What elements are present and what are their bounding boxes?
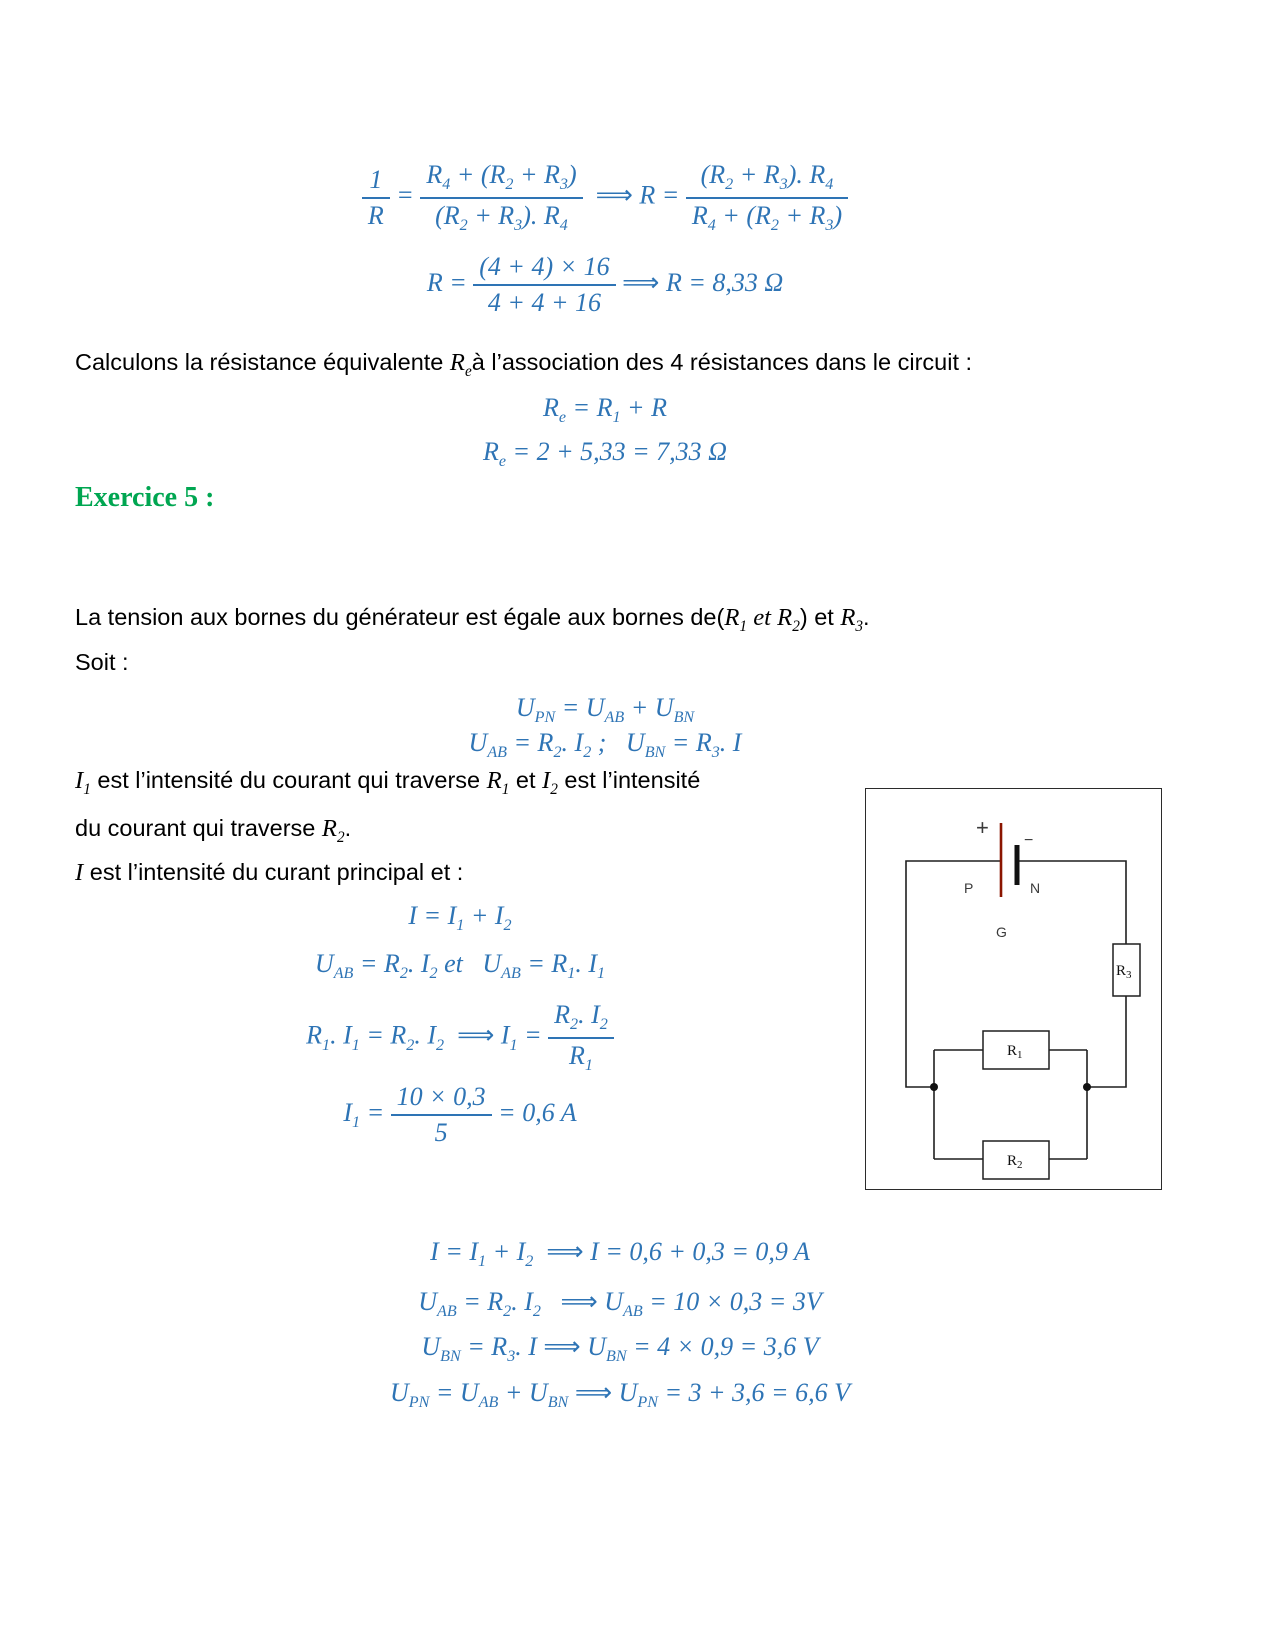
formula-ubn-value: $U_{BN} = R_3$. I ⟹ $U_{BN} = 4 \times 0,9 = 3,6$ V: [421, 1332, 819, 1366]
battery-terminal-p-label: P: [964, 880, 974, 896]
paragraph-soit: Soit :: [75, 649, 129, 675]
generator-label: G: [996, 924, 1007, 940]
formula-i1-value: $I_1$ = $\frac{10 \times 0,3}{5}$ = 0,6 A: [343, 1082, 577, 1147]
formula-i-sum: $I = I_1 + I_2$: [408, 901, 512, 935]
paragraph-tension-generateur: La tension aux bornes du générateur est égale aux bornes $de(R_1$ et $R_2$) et $R_3$.: [75, 604, 870, 635]
exercise-heading: Exercice 5 :: [75, 482, 215, 513]
paragraph-intensites-line2: du courant qui traverse $R_2$.: [75, 815, 352, 846]
circuit-diagram: [866, 789, 1161, 1189]
junction-node-right: [1083, 1083, 1091, 1091]
paragraph-courant-principal: I est l’intensité du curant principal et :: [75, 859, 464, 886]
resistor-r1-label: $R_1$: [1007, 1043, 1023, 1061]
formula-upn: $U_{PN} = U_{AB} + U_{BN}$: [515, 693, 695, 727]
formula-resistance-numeric: R = $\frac{(4 + 4) \times 16}{4 + 4 + 16}$ ⟹ R = 8,33 Ω: [426, 252, 784, 317]
formula-uab-ubn: $U_{AB} = R_2$. $I_2$ ; $U_{BN} = R_3$. I: [468, 728, 742, 762]
formula-re-sum: $R_e = R_1 + R$: [543, 393, 667, 427]
resistor-r3-label: $R_3$: [1116, 963, 1132, 981]
circuit-figure: [865, 788, 1162, 1190]
paragraph-intensites-line1: $I_1$ est l’intensité du courant qui traverse $R_1$ et $I_2$ est l’intensité: [75, 767, 701, 798]
formula-uab-pair: $U_{AB} = R_2$. $I_2$ et $U_{AB} = R_1$. $I_1$: [314, 949, 606, 983]
battery-plus-label: +: [976, 815, 989, 840]
formula-re-value: $R_e = 2 + 5,33 = 7,33$ Ω: [483, 437, 727, 471]
formula-i1-derivation: $R_1$. $I_1 = R_2$. $I_2$ ⟹ $I_1$ = $\frac{R_2. I_2}{R_1}$: [0, 1000, 920, 1075]
formula-uab-value: $U_{AB} = R_2$. $I_2$ ⟹ $U_{AB} = 10 \times 0,3 = 3V$: [418, 1287, 822, 1321]
paragraph-calc-resistance: Calculons la résistance équivalente $R_eà$ l’association des 4 résistances dans le circuit :: [75, 349, 973, 380]
junction-node-left: [930, 1083, 938, 1091]
battery-terminal-n-label: N: [1030, 880, 1041, 896]
formula-i-total: $I = I_1 + I_2$ ⟹ I = 0,6 + 0,3 = 0,9 A: [430, 1237, 810, 1271]
circuit-wires: [906, 861, 1126, 1159]
battery-minus-label: −: [1024, 832, 1034, 849]
resistor-r2-label: $R_2$: [1007, 1153, 1023, 1171]
formula-equivalent-resistance: $\frac{1}{R}$ = $\frac{R_4 + (R_2 + R_3)}{(R_2 + R_3). R_4}$ ⟹ R = $\frac{(R_2 + R_3). R_4}{R_4 + (R_2 + R_3)}$: [0, 160, 1210, 235]
formula-upn-value: $U_{PN} = U_{AB} + U_{BN}$ ⟹ $U_{PN} = 3 + 3,6 = 6,6$ V: [390, 1378, 850, 1412]
